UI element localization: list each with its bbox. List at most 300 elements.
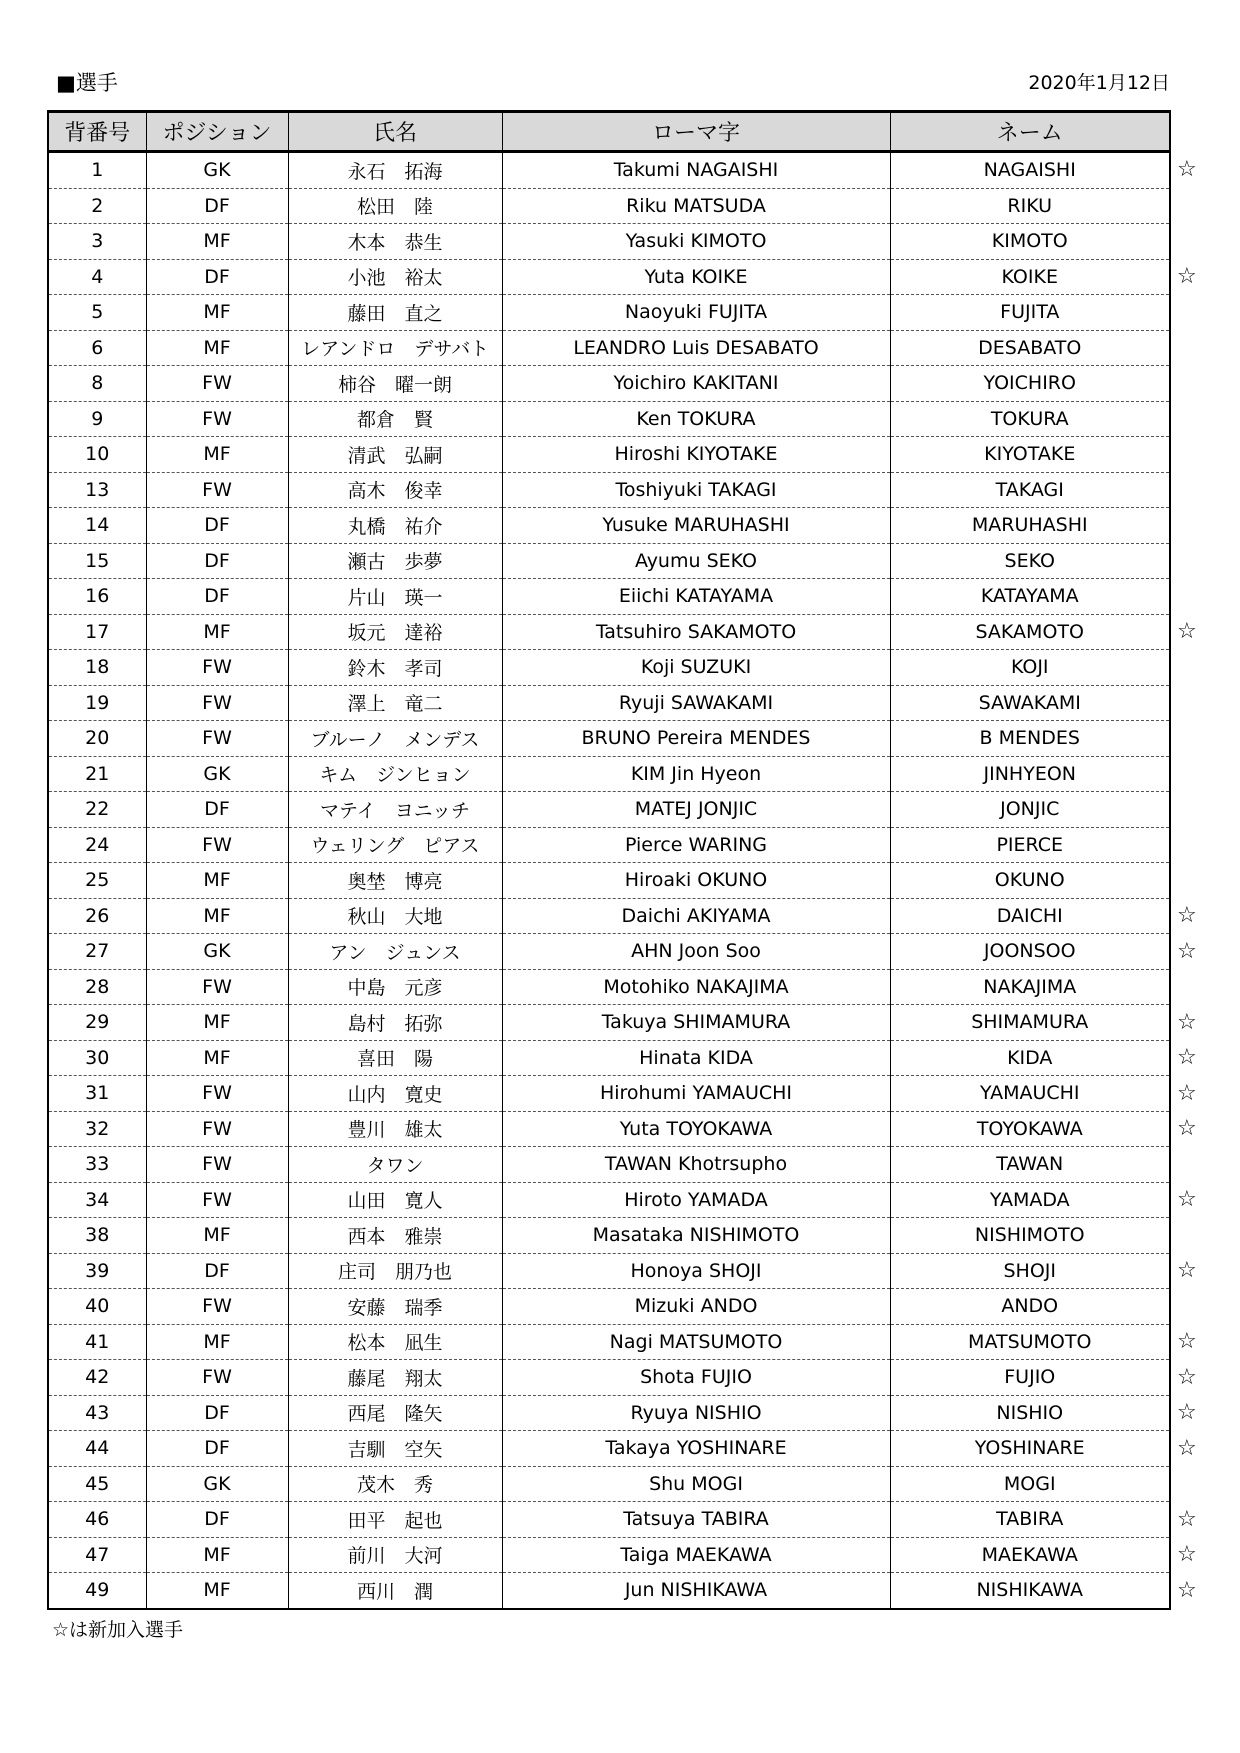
- player-position: MF: [146, 1324, 288, 1360]
- player-display-name: B MENDES: [890, 721, 1170, 757]
- table-row: [48, 1466, 1212, 1502]
- player-position: DF: [146, 543, 288, 579]
- player-number: 41: [48, 1324, 146, 1360]
- player-name: 安藤 瑞季: [288, 1289, 502, 1325]
- new-player-star-icon: [1170, 188, 1212, 224]
- player-romaji: Takaya YOSHINARE: [502, 1431, 890, 1467]
- player-number: 2: [48, 188, 146, 224]
- player-number: 4: [48, 259, 146, 295]
- player-name: キム ジンヒョン: [288, 756, 502, 792]
- table-row: [48, 934, 1212, 970]
- table-row: [48, 472, 1212, 508]
- table-row: [48, 1040, 1212, 1076]
- table-row: [48, 1502, 1212, 1538]
- player-name: 西本 雅崇: [288, 1218, 502, 1254]
- player-number: 16: [48, 579, 146, 615]
- player-romaji: Ryuji SAWAKAMI: [502, 685, 890, 721]
- player-name: 柿谷 曜一朗: [288, 366, 502, 402]
- player-display-name: JOONSOO: [890, 934, 1170, 970]
- player-name: 奥埜 博亮: [288, 863, 502, 899]
- player-position: FW: [146, 401, 288, 437]
- table-row: [48, 437, 1212, 473]
- table-row: [48, 969, 1212, 1005]
- player-romaji: Hinata KIDA: [502, 1040, 890, 1076]
- new-player-star-icon: ☆: [1177, 938, 1197, 964]
- new-player-star-icon: [1170, 224, 1212, 260]
- player-name: 中島 元彦: [288, 969, 502, 1005]
- new-player-star-icon: [1170, 401, 1212, 437]
- player-position: MF: [146, 224, 288, 260]
- player-romaji: AHN Joon Soo: [502, 934, 890, 970]
- player-romaji: Honoya SHOJI: [502, 1253, 890, 1289]
- player-number: 14: [48, 508, 146, 544]
- player-name: 庄司 朋乃也: [288, 1253, 502, 1289]
- player-romaji: Yuta TOYOKAWA: [502, 1111, 890, 1147]
- new-player-star-icon: [1170, 1466, 1212, 1502]
- player-number: 31: [48, 1076, 146, 1112]
- player-display-name: YAMAUCHI: [890, 1076, 1170, 1112]
- table-row: [48, 224, 1212, 260]
- player-romaji: Yuta KOIKE: [502, 259, 890, 295]
- player-display-name: KATAYAMA: [890, 579, 1170, 615]
- new-player-star-icon: [1170, 685, 1212, 721]
- player-number: 40: [48, 1289, 146, 1325]
- player-display-name: TAWAN: [890, 1147, 1170, 1183]
- new-player-star-icon: [1170, 650, 1212, 686]
- player-name: 西川 潤: [288, 1573, 502, 1609]
- player-romaji: Masataka NISHIMOTO: [502, 1218, 890, 1254]
- table-row: [48, 1182, 1212, 1218]
- player-position: DF: [146, 508, 288, 544]
- player-number: 45: [48, 1466, 146, 1502]
- player-name: 吉馴 空矢: [288, 1431, 502, 1467]
- player-display-name: NAGAISHI: [890, 152, 1170, 189]
- new-player-star-icon: ☆: [1177, 1258, 1197, 1284]
- player-position: MF: [146, 437, 288, 473]
- player-position: FW: [146, 1147, 288, 1183]
- table-row: [48, 1360, 1212, 1396]
- player-name: 島村 拓弥: [288, 1005, 502, 1041]
- table-row: [48, 188, 1212, 224]
- player-romaji: Eiichi KATAYAMA: [502, 579, 890, 615]
- player-number: 43: [48, 1395, 146, 1431]
- footnote: ☆は新加入選手: [52, 1619, 184, 1641]
- player-display-name: YOICHIRO: [890, 366, 1170, 402]
- header-romaji: ローマ字: [502, 112, 890, 152]
- player-romaji: Riku MATSUDA: [502, 188, 890, 224]
- player-position: MF: [146, 1005, 288, 1041]
- new-player-star-icon: ☆: [1177, 1400, 1197, 1426]
- player-number: 26: [48, 898, 146, 934]
- player-romaji: Taiga MAEKAWA: [502, 1537, 890, 1573]
- player-romaji: Hiroto YAMADA: [502, 1182, 890, 1218]
- player-romaji: Ryuya NISHIO: [502, 1395, 890, 1431]
- player-number: 8: [48, 366, 146, 402]
- player-name: 高木 俊幸: [288, 472, 502, 508]
- player-number: 46: [48, 1502, 146, 1538]
- player-romaji: Tatsuya TABIRA: [502, 1502, 890, 1538]
- player-number: 47: [48, 1537, 146, 1573]
- new-player-star-icon: ☆: [1177, 1542, 1197, 1568]
- player-display-name: JINHYEON: [890, 756, 1170, 792]
- player-position: MF: [146, 295, 288, 331]
- player-number: 18: [48, 650, 146, 686]
- player-display-name: MAEKAWA: [890, 1537, 1170, 1573]
- new-player-star-icon: [1170, 295, 1212, 331]
- table-row: [48, 1431, 1212, 1467]
- player-number: 30: [48, 1040, 146, 1076]
- player-name: ウェリング ピアス: [288, 827, 502, 863]
- player-position: DF: [146, 1431, 288, 1467]
- player-romaji: LEANDRO Luis DESABATO: [502, 330, 890, 366]
- player-number: 42: [48, 1360, 146, 1396]
- table-row: [48, 1537, 1212, 1573]
- player-name: 瀬古 歩夢: [288, 543, 502, 579]
- new-player-star-icon: [1170, 330, 1212, 366]
- player-name: 西尾 隆矢: [288, 1395, 502, 1431]
- player-display-name: DAICHI: [890, 898, 1170, 934]
- player-display-name: MATSUMOTO: [890, 1324, 1170, 1360]
- player-position: FW: [146, 1111, 288, 1147]
- player-romaji: Toshiyuki TAKAGI: [502, 472, 890, 508]
- player-romaji: Nagi MATSUMOTO: [502, 1324, 890, 1360]
- player-romaji: Takuya SHIMAMURA: [502, 1005, 890, 1041]
- new-player-star-icon: [1170, 756, 1212, 792]
- player-display-name: TOYOKAWA: [890, 1111, 1170, 1147]
- table-row: [48, 259, 1212, 295]
- new-player-star-icon: ☆: [1177, 1329, 1197, 1355]
- player-romaji: Yusuke MARUHASHI: [502, 508, 890, 544]
- table-row: [48, 401, 1212, 437]
- player-name: 木本 恭生: [288, 224, 502, 260]
- player-position: DF: [146, 1253, 288, 1289]
- header-mark-spacer: [1170, 112, 1212, 152]
- new-player-star-icon: ☆: [1177, 903, 1197, 929]
- new-player-star-icon: ☆: [1177, 1435, 1197, 1461]
- new-player-star-icon: [1170, 1218, 1212, 1254]
- player-display-name: SAKAMOTO: [890, 614, 1170, 650]
- player-name: 松本 凪生: [288, 1324, 502, 1360]
- player-romaji: BRUNO Pereira MENDES: [502, 721, 890, 757]
- player-roster-table: [47, 110, 1213, 1610]
- player-position: DF: [146, 792, 288, 828]
- new-player-star-icon: [1170, 827, 1212, 863]
- new-player-star-icon: ☆: [1177, 1578, 1197, 1603]
- player-display-name: PIERCE: [890, 827, 1170, 863]
- player-position: FW: [146, 827, 288, 863]
- player-romaji: Motohiko NAKAJIMA: [502, 969, 890, 1005]
- player-display-name: MOGI: [890, 1466, 1170, 1502]
- player-romaji: Koji SUZUKI: [502, 650, 890, 686]
- player-name: 坂元 達裕: [288, 614, 502, 650]
- player-position: FW: [146, 721, 288, 757]
- player-name: 田平 起也: [288, 1502, 502, 1538]
- table-row: [48, 1253, 1212, 1289]
- new-player-star-icon: ☆: [1177, 1009, 1197, 1035]
- player-position: FW: [146, 1360, 288, 1396]
- table-row: [48, 508, 1212, 544]
- player-display-name: NISHIO: [890, 1395, 1170, 1431]
- player-display-name: KOIKE: [890, 259, 1170, 295]
- player-display-name: SEKO: [890, 543, 1170, 579]
- player-display-name: KIDA: [890, 1040, 1170, 1076]
- player-name: 前川 大河: [288, 1537, 502, 1573]
- player-position: DF: [146, 259, 288, 295]
- player-name: 山田 寛人: [288, 1182, 502, 1218]
- header-name: 氏名: [288, 112, 502, 152]
- player-display-name: SAWAKAMI: [890, 685, 1170, 721]
- player-name: ブルーノ メンデス: [288, 721, 502, 757]
- player-display-name: JONJIC: [890, 792, 1170, 828]
- player-position: MF: [146, 1218, 288, 1254]
- document-date: 2020年1月12日: [1028, 72, 1170, 94]
- player-number: 5: [48, 295, 146, 331]
- page-title: ■選手: [56, 71, 118, 95]
- table-row: [48, 863, 1212, 899]
- table-row: [48, 756, 1212, 792]
- player-name: 片山 瑛一: [288, 579, 502, 615]
- player-number: 22: [48, 792, 146, 828]
- player-number: 17: [48, 614, 146, 650]
- new-player-star-icon: [1170, 792, 1212, 828]
- player-romaji: Hirohumi YAMAUCHI: [502, 1076, 890, 1112]
- player-name: 藤田 直之: [288, 295, 502, 331]
- new-player-star-icon: ☆: [1177, 1364, 1197, 1390]
- player-romaji: Hiroshi KIYOTAKE: [502, 437, 890, 473]
- player-position: GK: [146, 934, 288, 970]
- player-number: 19: [48, 685, 146, 721]
- new-player-star-icon: ☆: [1177, 1080, 1197, 1106]
- player-position: MF: [146, 330, 288, 366]
- player-display-name: KIMOTO: [890, 224, 1170, 260]
- player-romaji: Daichi AKIYAMA: [502, 898, 890, 934]
- player-position: FW: [146, 366, 288, 402]
- table-row: [48, 1289, 1212, 1325]
- player-number: 27: [48, 934, 146, 970]
- player-position: MF: [146, 1040, 288, 1076]
- new-player-star-icon: [1170, 1289, 1212, 1325]
- player-name: タワン: [288, 1147, 502, 1183]
- player-number: 32: [48, 1111, 146, 1147]
- player-romaji: Mizuki ANDO: [502, 1289, 890, 1325]
- player-position: MF: [146, 898, 288, 934]
- table-row: [48, 614, 1212, 650]
- new-player-star-icon: [1170, 472, 1212, 508]
- player-position: FW: [146, 1076, 288, 1112]
- table-row: [48, 1147, 1212, 1183]
- header-row: [48, 112, 1212, 152]
- player-display-name: TOKURA: [890, 401, 1170, 437]
- player-romaji: Pierce WARING: [502, 827, 890, 863]
- player-display-name: OKUNO: [890, 863, 1170, 899]
- header-display-name: ネーム: [890, 112, 1170, 152]
- new-player-star-icon: [1170, 543, 1212, 579]
- new-player-star-icon: [1170, 366, 1212, 402]
- player-number: 38: [48, 1218, 146, 1254]
- player-position: FW: [146, 685, 288, 721]
- player-position: GK: [146, 1466, 288, 1502]
- table-row: [48, 721, 1212, 757]
- player-display-name: DESABATO: [890, 330, 1170, 366]
- table-row: [48, 543, 1212, 579]
- new-player-star-icon: ☆: [1177, 1187, 1197, 1213]
- new-player-star-icon: [1170, 721, 1212, 757]
- table-row: [48, 295, 1212, 331]
- player-name: 山内 寛史: [288, 1076, 502, 1112]
- new-player-star-icon: ☆: [1177, 619, 1197, 645]
- player-display-name: FUJITA: [890, 295, 1170, 331]
- player-position: MF: [146, 1573, 288, 1609]
- player-name: 永石 拓海: [288, 152, 502, 189]
- player-number: 1: [48, 152, 146, 189]
- player-number: 13: [48, 472, 146, 508]
- player-position: DF: [146, 188, 288, 224]
- player-number: 21: [48, 756, 146, 792]
- new-player-star-icon: ☆: [1177, 1116, 1197, 1142]
- player-display-name: NAKAJIMA: [890, 969, 1170, 1005]
- table-row: [48, 1218, 1212, 1254]
- table-row: [48, 579, 1212, 615]
- player-name: 豊川 雄太: [288, 1111, 502, 1147]
- player-display-name: KIYOTAKE: [890, 437, 1170, 473]
- table-row: [48, 898, 1212, 934]
- table-row: [48, 792, 1212, 828]
- player-number: 3: [48, 224, 146, 260]
- player-romaji: Hiroaki OKUNO: [502, 863, 890, 899]
- table-row: [48, 1111, 1212, 1147]
- player-romaji: KIM Jin Hyeon: [502, 756, 890, 792]
- player-romaji: Yasuki KIMOTO: [502, 224, 890, 260]
- player-name: 茂木 秀: [288, 1466, 502, 1502]
- player-number: 25: [48, 863, 146, 899]
- player-position: DF: [146, 579, 288, 615]
- player-position: MF: [146, 1537, 288, 1573]
- new-player-star-icon: ☆: [1177, 1045, 1197, 1071]
- new-player-star-icon: [1170, 508, 1212, 544]
- player-number: 24: [48, 827, 146, 863]
- player-display-name: MARUHASHI: [890, 508, 1170, 544]
- player-position: FW: [146, 472, 288, 508]
- player-position: FW: [146, 1182, 288, 1218]
- player-name: 松田 陸: [288, 188, 502, 224]
- player-display-name: ANDO: [890, 1289, 1170, 1325]
- player-romaji: Shota FUJIO: [502, 1360, 890, 1396]
- new-player-star-icon: [1170, 1147, 1212, 1183]
- table-row: [48, 1076, 1212, 1112]
- table-row: [48, 685, 1212, 721]
- player-position: DF: [146, 1502, 288, 1538]
- player-romaji: MATEJ JONJIC: [502, 792, 890, 828]
- player-name: 澤上 竜二: [288, 685, 502, 721]
- new-player-star-icon: ☆: [1177, 157, 1197, 183]
- table-row: [48, 152, 1212, 189]
- table-row: [48, 827, 1212, 863]
- player-position: FW: [146, 1289, 288, 1325]
- player-number: 9: [48, 401, 146, 437]
- player-name: 都倉 賢: [288, 401, 502, 437]
- player-display-name: KOJI: [890, 650, 1170, 686]
- player-display-name: NISHIMOTO: [890, 1218, 1170, 1254]
- player-number: 33: [48, 1147, 146, 1183]
- player-name: 秋山 大地: [288, 898, 502, 934]
- player-display-name: SHIMAMURA: [890, 1005, 1170, 1041]
- player-position: FW: [146, 650, 288, 686]
- table-row: [48, 1324, 1212, 1360]
- new-player-star-icon: ☆: [1177, 1506, 1197, 1532]
- player-position: GK: [146, 756, 288, 792]
- player-name: 喜田 陽: [288, 1040, 502, 1076]
- player-romaji: Takumi NAGAISHI: [502, 152, 890, 189]
- player-number: 34: [48, 1182, 146, 1218]
- player-romaji: TAWAN Khotrsupho: [502, 1147, 890, 1183]
- player-position: DF: [146, 1395, 288, 1431]
- player-romaji: Tatsuhiro SAKAMOTO: [502, 614, 890, 650]
- table-header: [48, 112, 1212, 152]
- table-row: [48, 1005, 1212, 1041]
- player-display-name: SHOJI: [890, 1253, 1170, 1289]
- player-number: 15: [48, 543, 146, 579]
- player-position: MF: [146, 863, 288, 899]
- player-display-name: NISHIKAWA: [890, 1573, 1170, 1609]
- player-position: GK: [146, 152, 288, 189]
- new-player-star-icon: [1170, 579, 1212, 615]
- player-romaji: Ken TOKURA: [502, 401, 890, 437]
- table-row: [48, 1395, 1212, 1431]
- player-display-name: RIKU: [890, 188, 1170, 224]
- player-name: 藤尾 翔太: [288, 1360, 502, 1396]
- player-number: 39: [48, 1253, 146, 1289]
- player-position: FW: [146, 969, 288, 1005]
- player-number: 10: [48, 437, 146, 473]
- player-romaji: Jun NISHIKAWA: [502, 1573, 890, 1609]
- player-name: マテイ ヨニッチ: [288, 792, 502, 828]
- player-number: 29: [48, 1005, 146, 1041]
- player-number: 6: [48, 330, 146, 366]
- player-romaji: Yoichiro KAKITANI: [502, 366, 890, 402]
- player-display-name: TAKAGI: [890, 472, 1170, 508]
- table-row: [48, 650, 1212, 686]
- new-player-star-icon: [1170, 969, 1212, 1005]
- player-name: 清武 弘嗣: [288, 437, 502, 473]
- player-number: 28: [48, 969, 146, 1005]
- player-name: 丸橋 祐介: [288, 508, 502, 544]
- player-number: 44: [48, 1431, 146, 1467]
- player-display-name: TABIRA: [890, 1502, 1170, 1538]
- table-row: [48, 330, 1212, 366]
- new-player-star-icon: ☆: [1177, 264, 1197, 290]
- header-position: ポジション: [146, 112, 288, 152]
- new-player-star-icon: [1170, 437, 1212, 473]
- player-number: 49: [48, 1573, 146, 1609]
- player-display-name: YOSHINARE: [890, 1431, 1170, 1467]
- table-body: [48, 152, 1212, 1609]
- table-row: [48, 366, 1212, 402]
- player-name: 鈴木 孝司: [288, 650, 502, 686]
- new-player-star-icon: [1170, 863, 1212, 899]
- table-row: [48, 1573, 1212, 1609]
- player-number: 20: [48, 721, 146, 757]
- player-display-name: FUJIO: [890, 1360, 1170, 1396]
- player-name: レアンドロ デサバト: [288, 330, 502, 366]
- header-number: 背番号: [48, 112, 146, 152]
- player-display-name: YAMADA: [890, 1182, 1170, 1218]
- player-romaji: Ayumu SEKO: [502, 543, 890, 579]
- player-name: アン ジュンス: [288, 934, 502, 970]
- player-name: 小池 裕太: [288, 259, 502, 295]
- player-position: MF: [146, 614, 288, 650]
- player-romaji: Naoyuki FUJITA: [502, 295, 890, 331]
- player-romaji: Shu MOGI: [502, 1466, 890, 1502]
